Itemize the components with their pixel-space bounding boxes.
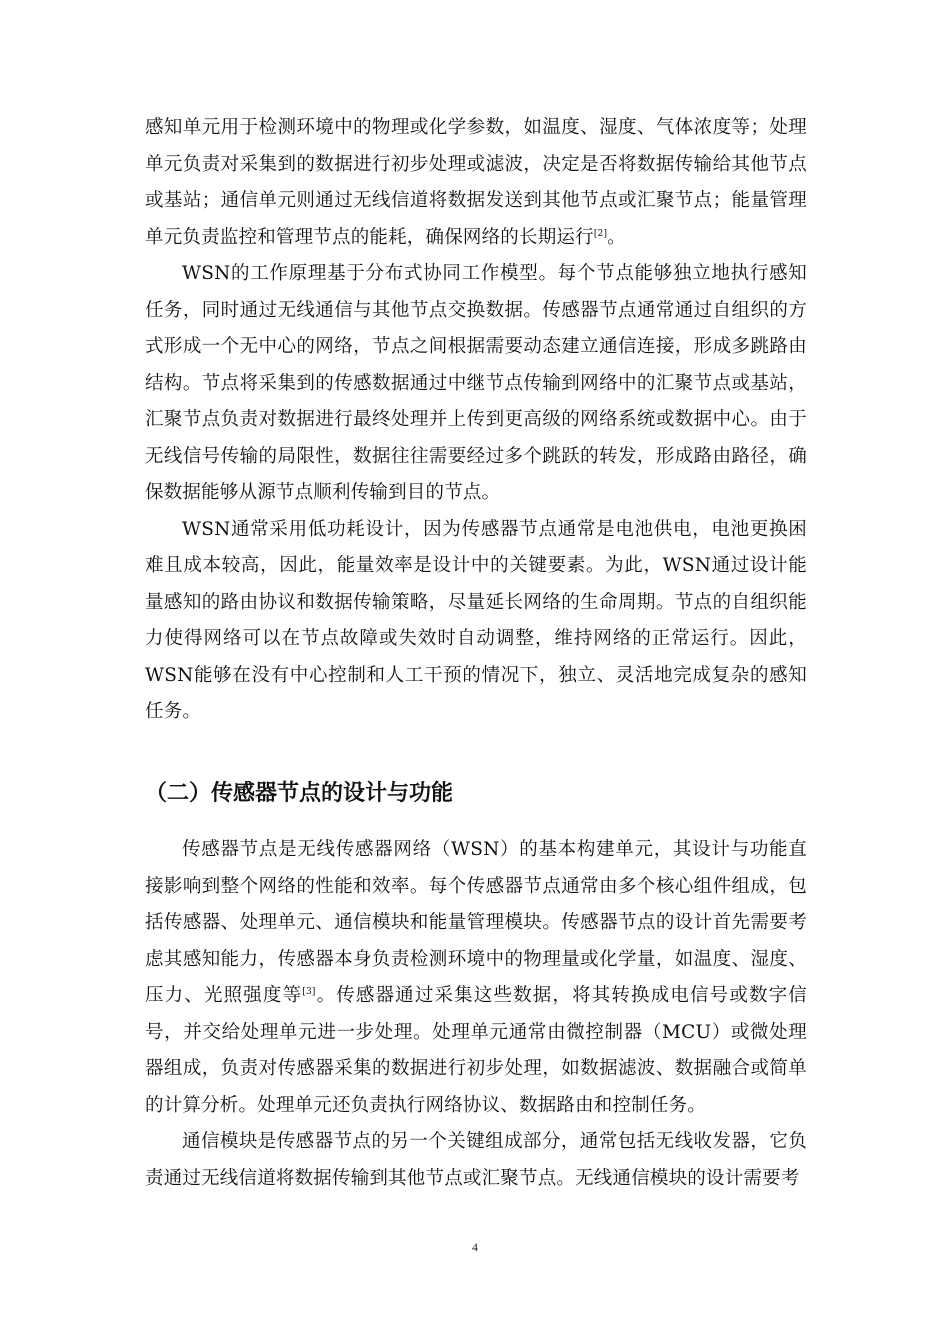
paragraph-communication-module: 通信模块是传感器节点的另一个关键组成部分，通常包括无线收发器，它负责通过无线信道将数据传输到其他节点或汇聚节点。无线通信模块的设计需要考 [145,1131,807,1189]
section-heading: （二）传感器节点的设计与功能 [145,781,454,806]
citation-ref: [3] [302,986,316,997]
paragraph-text: 感知单元用于检测环境中的物理或化学参数，如温度、湿度、气体浓度等；处理单元负责对采集到的数据进行初步处理或滤波，决定是否将数据传输给其他节点或基站；通信单元则通过无线信道将数据发送到其他节点或汇聚节点；能量管理单元负责监控和管理节点的能耗，确保网络的长期运行 [145,117,807,248]
paragraph-tail: 。传感器通过采集这些数据，将其转换成电信号或数字信号，并交给处理单元进一步处理。处理单元通常由微控制器（MCU）或微处理器组成，负责对传感器采集的数据进行初步处理，如数据滤波、数据融合或简单的计算分析。处理单元还负责执行网络协议、数据路由和控制任务。 [145,985,807,1116]
section-body-top [145,110,807,731]
paragraph-tail: 。 [607,226,626,248]
paragraph-working-principle: WSN的工作原理基于分布式协同工作模型。每个节点能够独立地执行感知任务，同时通过无线通信与其他节点交换数据。传感器节点通常通过自组织的方式形成一个无中心的网络，节点之间根据需要动态建立通信连接，形成多跳路由结构。节点将采集到的传感数据通过中继节点传输到网络中的汇聚节点或基站，汇聚节点负责对数据进行最终处理并上传到更高级的网络系统或数据中心。由于无线信号传输的局限性，数据往往需要经过多个跳跃的转发，形成路由路径，确保数据能够从源节点顺利传输到目的节点。 [145,263,807,503]
page-number: 4 [472,1240,478,1254]
paragraph-text: 传感器节点是无线传感器网络（WSN）的基本构建单元，其设计与功能直接影响到整个网络的性能和效率。每个传感器节点通常由多个核心组件组成，包括传感器、处理单元、通信模块和能量管理模块。传感器节点的设计首先需要考虑其感知能力，传感器本身负责检测环境中的物理量或化学量，如温度、湿度、压力、光照强度等 [145,839,807,1006]
paragraph-sensing-units [145,110,807,256]
paragraph-low-power-design: WSN通常采用低功耗设计，因为传感器节点通常是电池供电，电池更换困难且成本较高，因此，能量效率是设计中的关键要素。为此，WSN通过设计能量感知的路由协议和数据传输策略，尽量延长网络的生命周期。节点的自组织能力使得网络可以在节点故障或失效时自动调整，维持网络的正常运行。因此，WSN能够在没有中心控制和人工干预的情况下，独立、灵活地完成复杂的感知任务。 [145,518,807,722]
section-body-bottom [145,832,807,1197]
citation-ref: [2] [593,228,608,239]
paragraph-node-design [145,832,807,1124]
